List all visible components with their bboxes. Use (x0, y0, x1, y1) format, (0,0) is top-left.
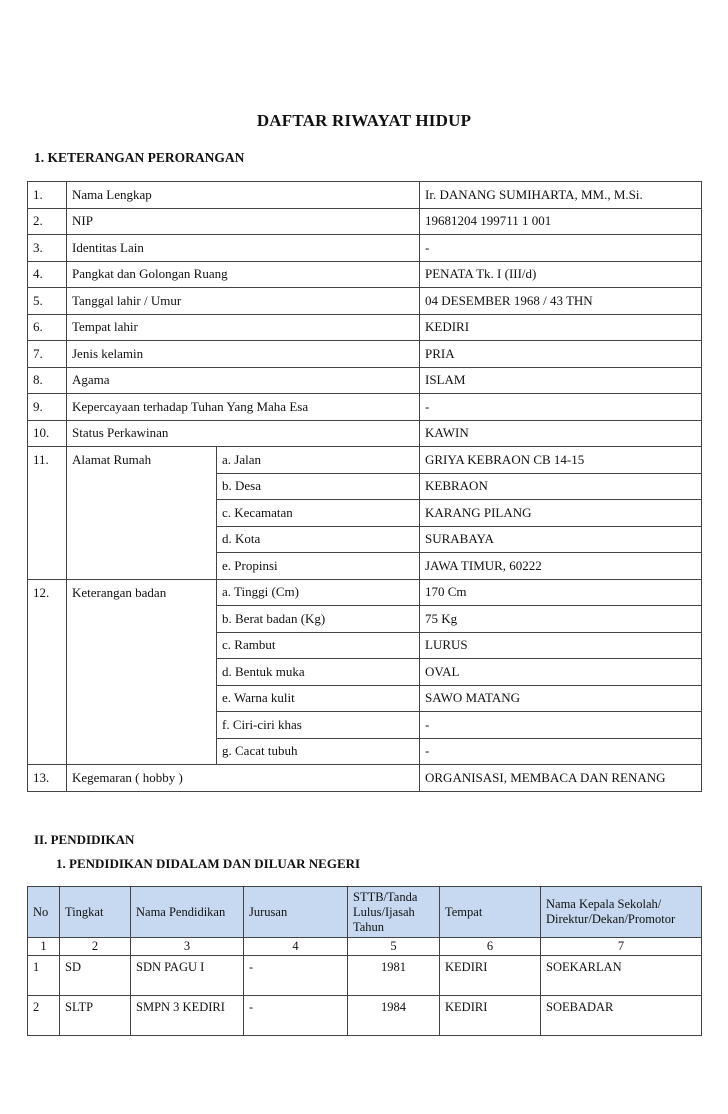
sub-label: b. Berat badan (Kg) (217, 606, 420, 633)
field-label: Kepercayaan terhadap Tuhan Yang Maha Esa (67, 394, 420, 421)
table-row (28, 579, 702, 606)
cell-nama: SDN PAGU I (131, 956, 244, 996)
field-value: GRIYA KEBRAON CB 14-15 (420, 447, 702, 474)
cell-kepala: SOEBADAR (541, 996, 702, 1036)
field-value: KEDIRI (420, 314, 702, 341)
section-heading-personal: 1. KETERANGAN PERORANGAN (34, 150, 245, 165)
table-header-row (28, 887, 702, 938)
row-number: 8. (28, 367, 67, 394)
column-number: 2 (60, 938, 131, 956)
field-value: - (420, 235, 702, 262)
section-heading-education: II. PENDIDIKAN (34, 832, 135, 847)
table-row (28, 341, 702, 368)
sub-label: e. Propinsi (217, 553, 420, 580)
row-number: 7. (28, 341, 67, 368)
field-value: KAWIN (420, 420, 702, 447)
field-value: SURABAYA (420, 526, 702, 553)
cell-tingkat: SD (60, 956, 131, 996)
sub-label: d. Bentuk muka (217, 659, 420, 686)
column-header-no: No (28, 887, 60, 938)
field-label: Kegemaran ( hobby ) (67, 765, 420, 792)
table-row (28, 235, 702, 262)
cell-kepala: SOEKARLAN (541, 956, 702, 996)
field-value: JAWA TIMUR, 60222 (420, 553, 702, 580)
field-value: KEBRAON (420, 473, 702, 500)
table-row (28, 367, 702, 394)
field-value: - (420, 712, 702, 739)
field-label: Status Perkawinan (67, 420, 420, 447)
document-title: DAFTAR RIWAYAT HIDUP (256, 111, 472, 130)
field-value: OVAL (420, 659, 702, 686)
column-number: 4 (244, 938, 348, 956)
field-label: Tempat lahir (67, 314, 420, 341)
field-value: 170 Cm (420, 579, 702, 606)
cell-no: 2 (28, 996, 60, 1036)
field-label: Agama (67, 367, 420, 394)
field-value: LURUS (420, 632, 702, 659)
personal-info-table (27, 181, 702, 792)
column-number: 6 (440, 938, 541, 956)
column-number: 1 (28, 938, 60, 956)
column-header-tingkat: Tingkat (60, 887, 131, 938)
row-number: 10. (28, 420, 67, 447)
sub-label: a. Tinggi (Cm) (217, 579, 420, 606)
field-value: KARANG PILANG (420, 500, 702, 527)
field-value: SAWO MATANG (420, 685, 702, 712)
column-number: 7 (541, 938, 702, 956)
field-label: Identitas Lain (67, 235, 420, 262)
field-value: PENATA Tk. I (III/d) (420, 261, 702, 288)
field-value: - (420, 394, 702, 421)
cell-tingkat: SLTP (60, 996, 131, 1036)
row-number: 12. (28, 579, 67, 765)
row-number: 13. (28, 765, 67, 792)
sub-label: c. Kecamatan (217, 500, 420, 527)
row-number: 9. (28, 394, 67, 421)
column-number: 5 (348, 938, 440, 956)
row-number: 1. (28, 182, 67, 209)
field-label: Jenis kelamin (67, 341, 420, 368)
cell-tempat: KEDIRI (440, 996, 541, 1036)
row-number: 6. (28, 314, 67, 341)
cell-tahun: 1984 (348, 996, 440, 1036)
column-header-kepala: Nama Kepala Sekolah/ Direktur/Dekan/Promotor (541, 887, 702, 938)
table-row (28, 314, 702, 341)
subsection-heading-education: 1. PENDIDIKAN DIDALAM DAN DILUAR NEGERI (56, 856, 361, 871)
sub-label: c. Rambut (217, 632, 420, 659)
cell-tahun: 1981 (348, 956, 440, 996)
table-row (28, 447, 702, 474)
row-number: 5. (28, 288, 67, 315)
field-label: Keterangan badan (67, 579, 217, 765)
field-value: ISLAM (420, 367, 702, 394)
table-row (28, 208, 702, 235)
table-row (28, 765, 702, 792)
field-value: ORGANISASI, MEMBACA DAN RENANG (420, 765, 702, 792)
sub-label: d. Kota (217, 526, 420, 553)
table-row (28, 956, 702, 996)
field-label: NIP (67, 208, 420, 235)
row-number: 11. (28, 447, 67, 580)
education-table (27, 886, 702, 1036)
field-label: Alamat Rumah (67, 447, 217, 580)
column-header-nama: Nama Pendidikan (131, 887, 244, 938)
field-label: Tanggal lahir / Umur (67, 288, 420, 315)
column-header-jurusan: Jurusan (244, 887, 348, 938)
table-row (28, 420, 702, 447)
sub-label: b. Desa (217, 473, 420, 500)
row-number: 3. (28, 235, 67, 262)
sub-label: f. Ciri-ciri khas (217, 712, 420, 739)
field-label: Pangkat dan Golongan Ruang (67, 261, 420, 288)
table-row (28, 394, 702, 421)
field-label: Nama Lengkap (67, 182, 420, 209)
table-row (28, 182, 702, 209)
column-header-sttb: STTB/Tanda Lulus/Ijasah Tahun (348, 887, 440, 938)
table-row (28, 261, 702, 288)
column-number: 3 (131, 938, 244, 956)
sub-label: g. Cacat tubuh (217, 738, 420, 765)
table-row (28, 288, 702, 315)
field-value: 75 Kg (420, 606, 702, 633)
table-row (28, 996, 702, 1036)
sub-label: e. Warna kulit (217, 685, 420, 712)
cell-jurusan: - (244, 956, 348, 996)
field-value: - (420, 738, 702, 765)
field-value: 19681204 199711 1 001 (420, 208, 702, 235)
field-value: Ir. DANANG SUMIHARTA, MM., M.Si. (420, 182, 702, 209)
field-value: PRIA (420, 341, 702, 368)
cell-tempat: KEDIRI (440, 956, 541, 996)
cell-no: 1 (28, 956, 60, 996)
column-header-tempat: Tempat (440, 887, 541, 938)
row-number: 2. (28, 208, 67, 235)
row-number: 4. (28, 261, 67, 288)
sub-label: a. Jalan (217, 447, 420, 474)
field-value: 04 DESEMBER 1968 / 43 THN (420, 288, 702, 315)
cell-jurusan: - (244, 996, 348, 1036)
cell-nama: SMPN 3 KEDIRI (131, 996, 244, 1036)
column-number-row (28, 938, 702, 956)
